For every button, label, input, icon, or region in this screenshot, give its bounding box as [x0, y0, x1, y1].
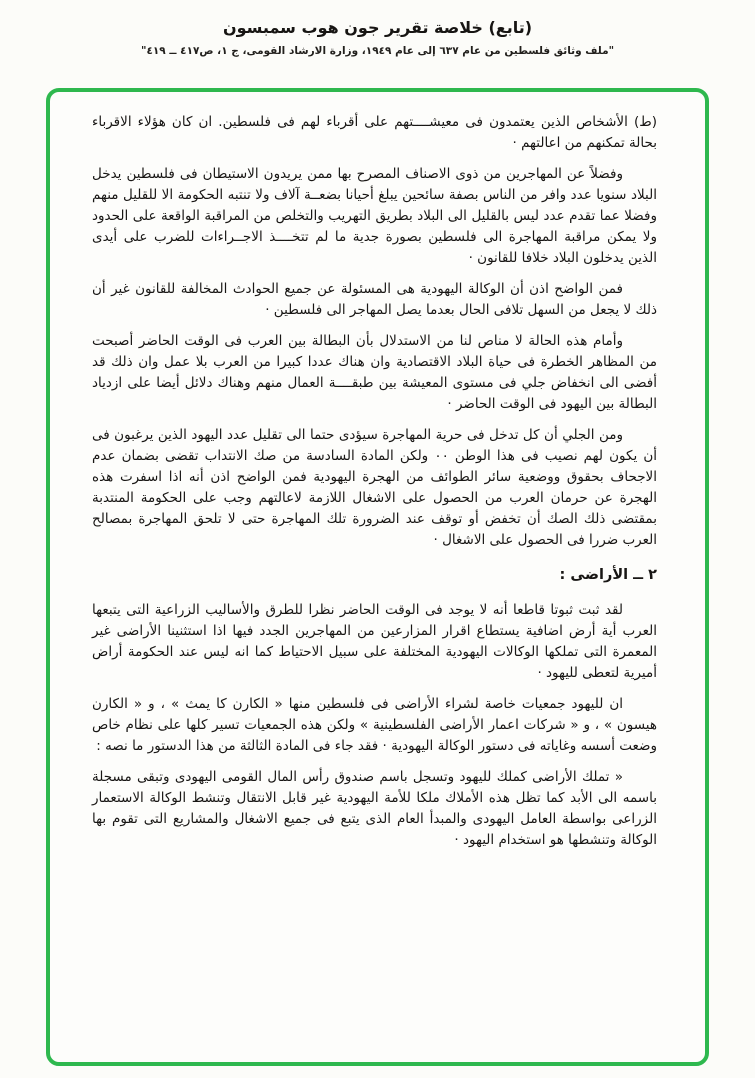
document-header [0, 18, 755, 57]
paragraph-dependents-clause: (ط) الأشخاص الذين يعتمدون فى معيشــــتهم على أقرباء لهم فى فلسطين. ان كان هؤلاء الاقرباء بحالة تمكنهم من اعالتهم · [92, 114, 657, 151]
document-body [50, 92, 705, 875]
paragraph-mandate-article-six: ومن الجلي أن كل تدخل فى حرية المهاجرة سيؤدى حتما الى تقليل عدد اليهود الذين يرغبون فى أن يكون لهم نصيب فى هذا الوطن ٠٠ ولكن المادة السادسة من صك الانتداب تقضى بضمان عدم الاجحاف بحقوق ووضعية سائر الطوائف من الهجرة اليهودية فمن الواضح اذن أنه اذا اسفرت هذه الهجرة عن حرمان العرب من الحصول على الاشغال اللازمة لاعالتهم وجب على الحكومة المنتدبة بمقتضى ذلك الصك أن تخفض أو توقف عند الضرورة تلك المهاجرة حتى لا تلحق المهاجرة بمصالح العرب ضررا فى الحصول على الاشغال · [92, 427, 657, 548]
paragraph-tourist-immigration: وفضلاً عن المهاجرين من ذوى الاصناف المصرح بها ممن يريدون الاستيطان فى فلسطين يدخل البلاد سنويا عدد وافر من الناس بصفة سائحين يبلغ أحيانا بضعــة آلاف ولا تنتبه الحكومة الا للقليل منهم وفضلا عما تقدم عدد ليس بالقليل الى البلاد بطريق التهريب والتخلص من المراقبة الواقعة على الحدود ولا يمكن مراقبة المهاجرة الى فلسطين بصورة جدية ما لم تتخــــذ الاجــراءات للضرب على أيدى الذين يدخلون البلاد خلافا للقانون · [92, 166, 657, 266]
section-heading-lands: ٢ ــ الأراضى : [559, 567, 657, 583]
paragraph-arab-unemployment: وأمام هذه الحالة لا مناص لنا من الاستدلال بأن البطالة بين العرب فى الوقت الحاضر أصبحت من المظاهر الخطرة فى حياة البلاد الاقتصادية وان هناك عددا كبيرا من العرب بلا عمل وان ذلك قد أفضى الى انخفاض جلي فى مستوى المعيشة بين طبقــــة العمال منهم وهناك دلائل أيضا على ازدياد البطالة بين اليهود فى الوقت الحاضر · [92, 333, 657, 412]
page-title: (تابع) خلاصة تقرير جون هوب سمبسون [222, 18, 533, 37]
paragraph-land-purchase-societies: ان لليهود جمعيات خاصة لشراء الأراضى فى فلسطين منها « الكارن كا يمث » ، و « الكارن هيسون » ، و « شركات اعمار الأراضى الفلسطينية » ولكن هذه الجمعيات تسير كلها على نظام خاص وضعت أسسه وغاياته فى دستور الوكالة اليهودية · فقد جاء فى المادة الثالثة من هذا الدستور ما نصه : [92, 696, 657, 754]
paragraph-no-additional-land: لقد ثبت ثبوتا قاطعا أنه لا يوجد فى الوقت الحاضر نظرا للطرق والأساليب الزراعية التى يتبعها العرب أية أرض اضافية يستطاع اقرار المزارعين من المهاجرين الجدد فيها اذا استثنينا الأراضى غير المعمرة التى تملكها الوكالات اليهودية المختلفة على سبيل الاحتياط كما انه ليس عند الحكومة أراض أميرية لتعطى لليهود · [92, 602, 657, 681]
source-citation-line: "ملف وثائق فلسطين من عام ٦٣٧ إلى عام ١٩٤٩، وزارة الارشاد القومى، ج ١، ص٤١٧ ــ ٤١٩" [140, 45, 615, 57]
content-frame [46, 88, 709, 1066]
paragraph-agency-constitution-quote: « تملك الأراضى كملك لليهود وتسجل باسم صندوق رأس المال القومى اليهودى وتبقى مسجلة باسمه الى الأبد كما تظل هذه الأملاك ملكا للأمة اليهودية غير قابل الانتقال وتنشط الوكالة الاستعمار الزراعى بواسطة العامل اليهودى والمبدأ العام الذى يتبع فى جميع الاشغال والمشاريع التى تقوم بها الوكالة وتنشطها هو استخدام اليهود · [92, 769, 657, 848]
paragraph-jewish-agency-responsibility: فمن الواضح اذن أن الوكالة اليهودية هى المسئولة عن جميع الحوادث المخالفة للقانون غير أن ذلك لا يجعل من السهل تلافى الحال بعدما يصل المهاجر الى فلسطين · [92, 281, 657, 318]
